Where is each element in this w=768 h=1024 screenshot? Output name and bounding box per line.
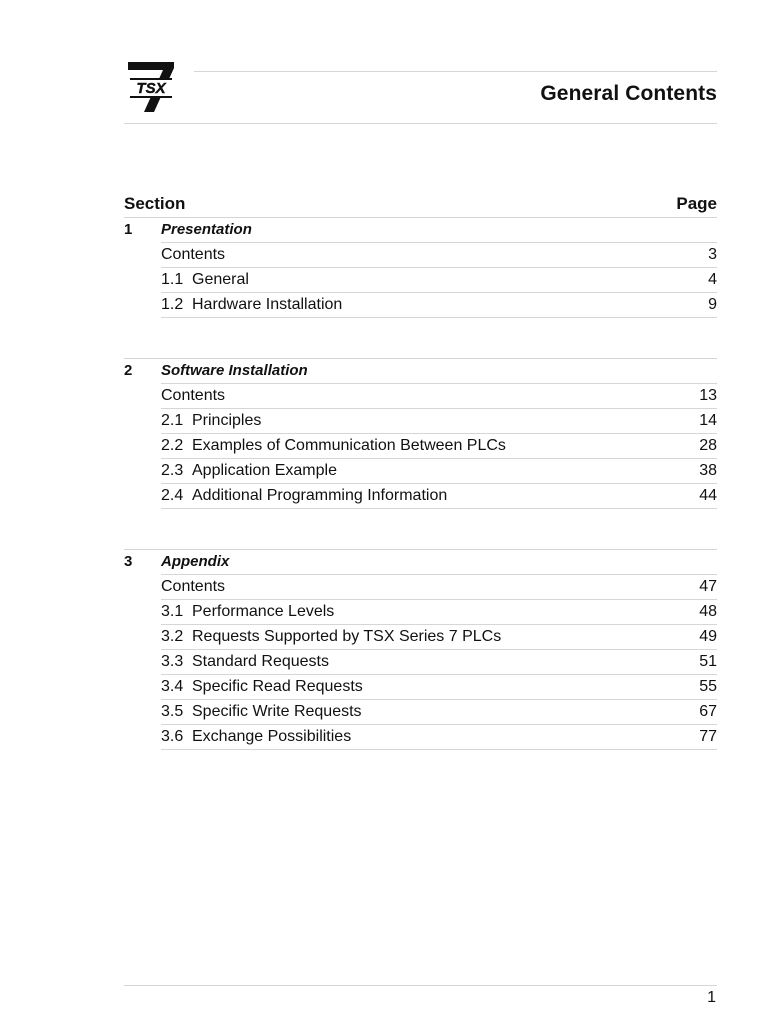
toc-entry-label: Performance Levels <box>192 603 335 620</box>
toc-entry[interactable] <box>161 675 717 700</box>
toc-entry-page: 3 <box>708 246 717 263</box>
toc-entry-page: 48 <box>699 603 717 620</box>
toc-entry[interactable] <box>161 268 717 293</box>
section-column-heading: Section <box>124 194 186 213</box>
tsx-7-logo-graphic <box>124 60 178 114</box>
toc-entry-label: Specific Read Requests <box>192 678 363 695</box>
toc-entry-page: 14 <box>699 412 717 429</box>
toc-chapter-1 <box>124 218 717 318</box>
chapter-number: 1 <box>124 221 133 238</box>
toc-entry-page: 44 <box>699 487 717 504</box>
chapter-heading-row[interactable] <box>124 550 717 574</box>
page-number: 1 <box>707 989 716 1006</box>
toc-entry-label: Contents <box>161 246 226 263</box>
toc-entry-label: Examples of Communication Between PLCs <box>192 437 506 454</box>
tsx-7-logo <box>124 60 178 114</box>
toc-entry-label: Exchange Possibilities <box>192 728 352 745</box>
toc-header-row <box>124 192 717 218</box>
toc-entry[interactable] <box>161 575 717 600</box>
toc-entry-number: 3.6 <box>161 728 184 745</box>
table-of-contents <box>124 192 717 750</box>
toc-entry-label: Standard Requests <box>192 653 329 670</box>
toc-entry-label: Application Example <box>192 462 337 479</box>
toc-entry-page: 77 <box>699 728 717 745</box>
toc-entry[interactable] <box>161 725 717 750</box>
footer-rule <box>124 985 717 986</box>
chapter-number: 3 <box>124 553 133 570</box>
toc-entry-label: Hardware Installation <box>192 296 343 313</box>
toc-chapter-2 <box>124 358 717 509</box>
toc-entry-page: 4 <box>708 271 717 288</box>
toc-entry-label: Principles <box>192 412 262 429</box>
toc-entry-number: 3.1 <box>161 603 184 620</box>
toc-entry-page: 55 <box>699 678 717 695</box>
toc-entry-label: Requests Supported by TSX Series 7 PLCs <box>192 628 502 645</box>
toc-entry-page: 9 <box>708 296 717 313</box>
toc-entry[interactable] <box>161 243 717 268</box>
chapter-heading-row[interactable] <box>124 218 717 242</box>
chapter-title: Presentation <box>161 221 252 238</box>
toc-entry-number: 1.2 <box>161 296 184 313</box>
toc-entry-number: 2.3 <box>161 462 184 479</box>
toc-entry[interactable] <box>161 625 717 650</box>
chapter-title: Software Installation <box>161 362 308 379</box>
toc-entry-label: Contents <box>161 578 226 595</box>
toc-entry-label: General <box>192 271 249 288</box>
toc-entry-page: 51 <box>699 653 717 670</box>
toc-entry[interactable] <box>161 600 717 625</box>
toc-entry-page: 67 <box>699 703 717 720</box>
toc-entry[interactable] <box>161 650 717 675</box>
page-title: General Contents <box>540 82 717 105</box>
toc-entry-label: Contents <box>161 387 226 404</box>
header-top-rule <box>194 71 717 72</box>
chapter-heading-row[interactable] <box>124 359 717 383</box>
toc-entry-number: 3.2 <box>161 628 184 645</box>
toc-chapters <box>124 218 717 750</box>
page-column-heading: Page <box>676 194 717 213</box>
chapter-title: Appendix <box>161 553 230 570</box>
toc-entry-label: Additional Programming Information <box>192 487 448 504</box>
toc-entry-number: 3.5 <box>161 703 184 720</box>
toc-entry-number: 2.1 <box>161 412 184 429</box>
toc-entry[interactable] <box>161 434 717 459</box>
toc-entry-number: 3.3 <box>161 653 184 670</box>
toc-entry-label: Specific Write Requests <box>192 703 362 720</box>
toc-entry-page: 47 <box>699 578 717 595</box>
toc-entry[interactable] <box>161 459 717 484</box>
toc-entry-number: 3.4 <box>161 678 184 695</box>
toc-entry-page: 28 <box>699 437 717 454</box>
toc-entry[interactable] <box>161 484 717 509</box>
toc-chapter-3 <box>124 549 717 750</box>
toc-entry-number: 1.1 <box>161 271 184 288</box>
toc-entry-page: 13 <box>699 387 717 404</box>
toc-entry-number: 2.2 <box>161 437 184 454</box>
toc-entry[interactable] <box>161 700 717 725</box>
toc-entry-page: 49 <box>699 628 717 645</box>
toc-entry[interactable] <box>161 293 717 318</box>
toc-entry[interactable] <box>161 384 717 409</box>
toc-entry[interactable] <box>161 409 717 434</box>
chapter-number: 2 <box>124 362 133 379</box>
toc-entry-page: 38 <box>699 462 717 479</box>
toc-entry-number: 2.4 <box>161 487 184 504</box>
svg-text:TSX: TSX <box>136 80 166 97</box>
header-bottom-rule <box>124 123 717 124</box>
